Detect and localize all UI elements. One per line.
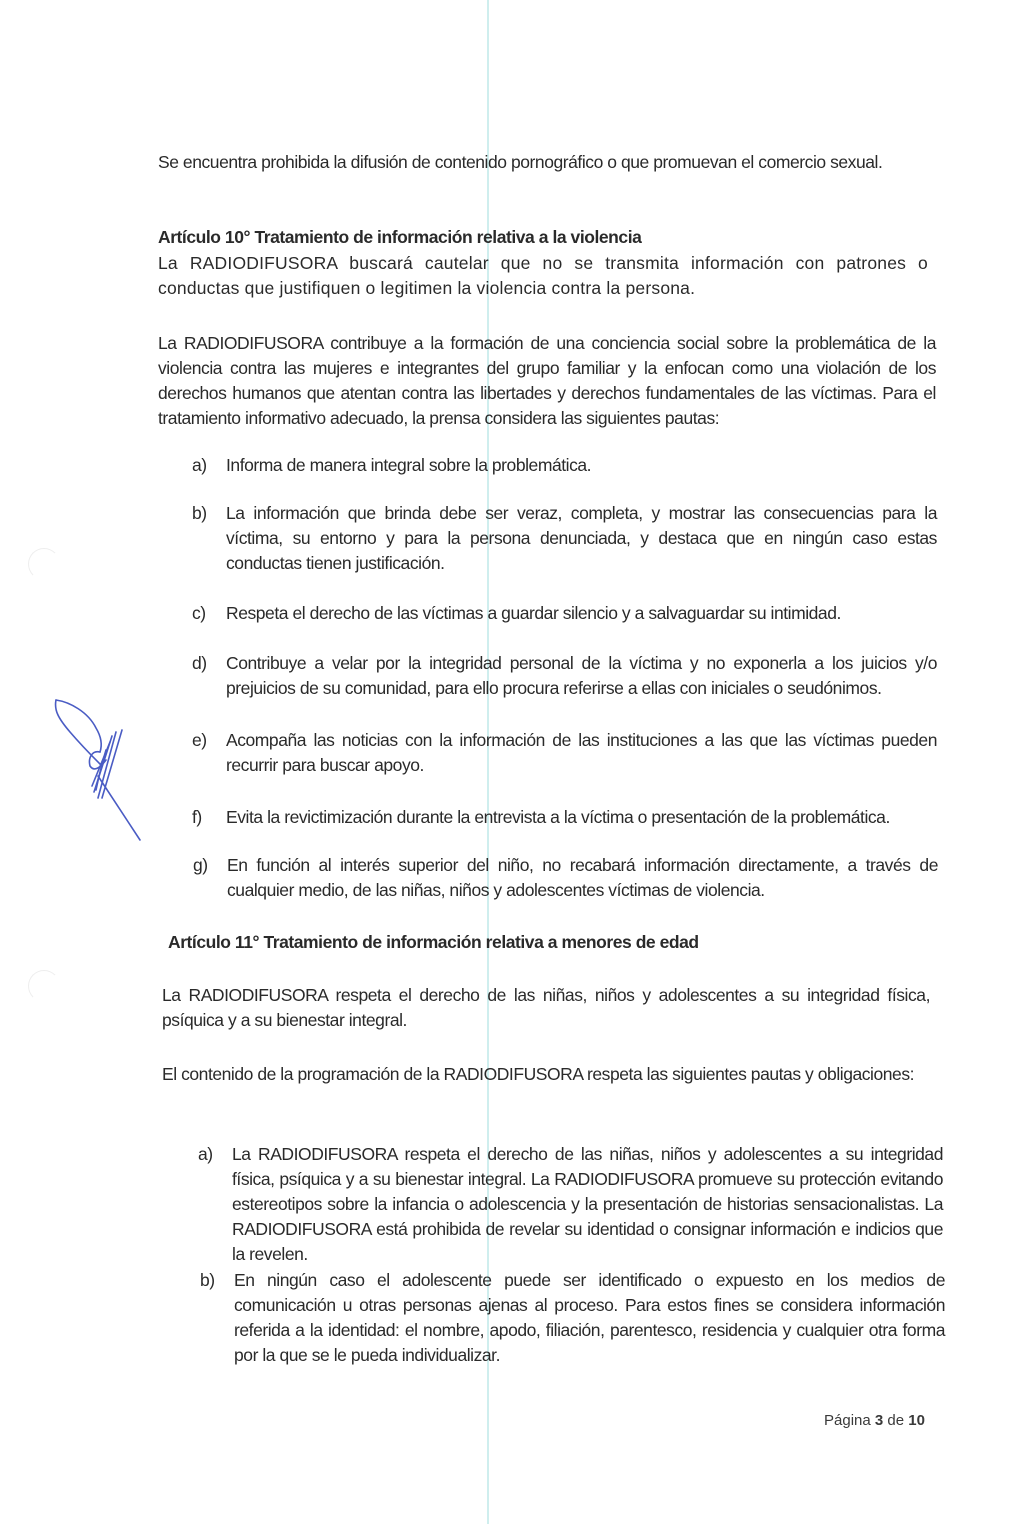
scan-artifact bbox=[28, 548, 60, 580]
item-label: b) bbox=[192, 503, 207, 523]
item-label: f) bbox=[192, 807, 202, 827]
article-10-paragraph-2: La RADIODIFUSORA contribuye a la formación de una conciencia social sobre la problemática de la violencia contra las mujeres e integrantes del grupo familiar y la enfocan como una violación de los derechos humanos que atentan contra las libertades y derechos fundamentales de las víctimas. Para el tratamiento informativo adecuado, la prensa considera las siguientes pautas: bbox=[158, 333, 936, 428]
item-label: g) bbox=[193, 855, 208, 875]
item-text: Acompaña las noticias con la información de las instituciones a las que las víctimas pueden recurrir para buscar apoyo. bbox=[226, 730, 937, 775]
item-label: c) bbox=[192, 603, 206, 623]
total-pages: 10 bbox=[908, 1412, 925, 1429]
item-text: La RADIODIFUSORA respeta el derecho de las niñas, niños y adolescentes a su integridad física, psíquica y a su bienestar integral. La RADIODIFUSORA promueve su protección evitando estereotipos sobre la infancia o adolescencia y la presentación de historias sensacionalistas. La RADIODIFUSORA está prohibida de revelar su identidad o consignar información e indicios que la revelen. bbox=[232, 1144, 943, 1264]
scan-artifact bbox=[28, 970, 60, 1002]
item-label: a) bbox=[198, 1144, 213, 1164]
item-label: d) bbox=[192, 653, 207, 673]
item-text: La información que brinda debe ser veraz, completa, y mostrar las consecuencias para la víctima, su entorno y para la persona denunciada, y destaca que en ningún caso estas conductas tienen justificación. bbox=[226, 503, 937, 573]
item-label: a) bbox=[192, 455, 207, 475]
article-11-heading: Artículo 11° Tratamiento de información relativa a menores de edad bbox=[168, 932, 699, 952]
article-11-paragraph-1: La RADIODIFUSORA respeta el derecho de las niñas, niños y adolescentes a su integridad física, psíquica y a su bienestar integral. bbox=[162, 985, 930, 1030]
item-text: En ningún caso el adolescente puede ser identificado o expuesto en los medios de comunicación u otras personas ajenas al proceso. Para estos fines se considera información referida a la identidad: el nombre, apodo, filiación, parentesco, residencia y cualquier otra forma por la que se le pueda individualizar. bbox=[234, 1270, 945, 1365]
article-10-heading: Artículo 10° Tratamiento de información relativa a la violencia bbox=[158, 227, 642, 247]
article-10-paragraph-1: La RADIODIFUSORA buscará cautelar que no se transmita información con patrones o conductas que justifiquen o legitimen la violencia contra la persona. bbox=[158, 253, 928, 298]
item-text: Contribuye a velar por la integridad personal de la víctima y no exponerla a los juicios y/o prejuicios de su comunidad, para ello procura referirse a ellas con iniciales o seudónimos. bbox=[226, 653, 937, 698]
handwritten-signature bbox=[40, 680, 170, 850]
article-11-paragraph-2: El contenido de la programación de la RADIODIFUSORA respeta las siguientes pautas y obligaciones: bbox=[162, 1064, 915, 1084]
current-page: 3 bbox=[874, 1412, 884, 1429]
item-text: Evita la revictimización durante la entrevista a la víctima o presentación de la problemática. bbox=[226, 807, 890, 827]
item-label: b) bbox=[200, 1270, 215, 1290]
item-text: Informa de manera integral sobre la problemática. bbox=[226, 455, 592, 475]
page-separator: de bbox=[887, 1412, 905, 1429]
item-text: En función al interés superior del niño, no recabará información directamente, a través de cualquier medio, de las niñas, niños y adolescentes víctimas de violencia. bbox=[227, 855, 938, 900]
intro-paragraph: Se encuentra prohibida la difusión de contenido pornográfico o que promuevan el comercio sexual. bbox=[158, 152, 883, 172]
item-label: e) bbox=[192, 730, 207, 750]
item-text: Respeta el derecho de las víctimas a guardar silencio y a salvaguardar su intimidad. bbox=[226, 603, 841, 623]
page-number bbox=[824, 1412, 925, 1429]
page-prefix: Página bbox=[824, 1412, 871, 1429]
